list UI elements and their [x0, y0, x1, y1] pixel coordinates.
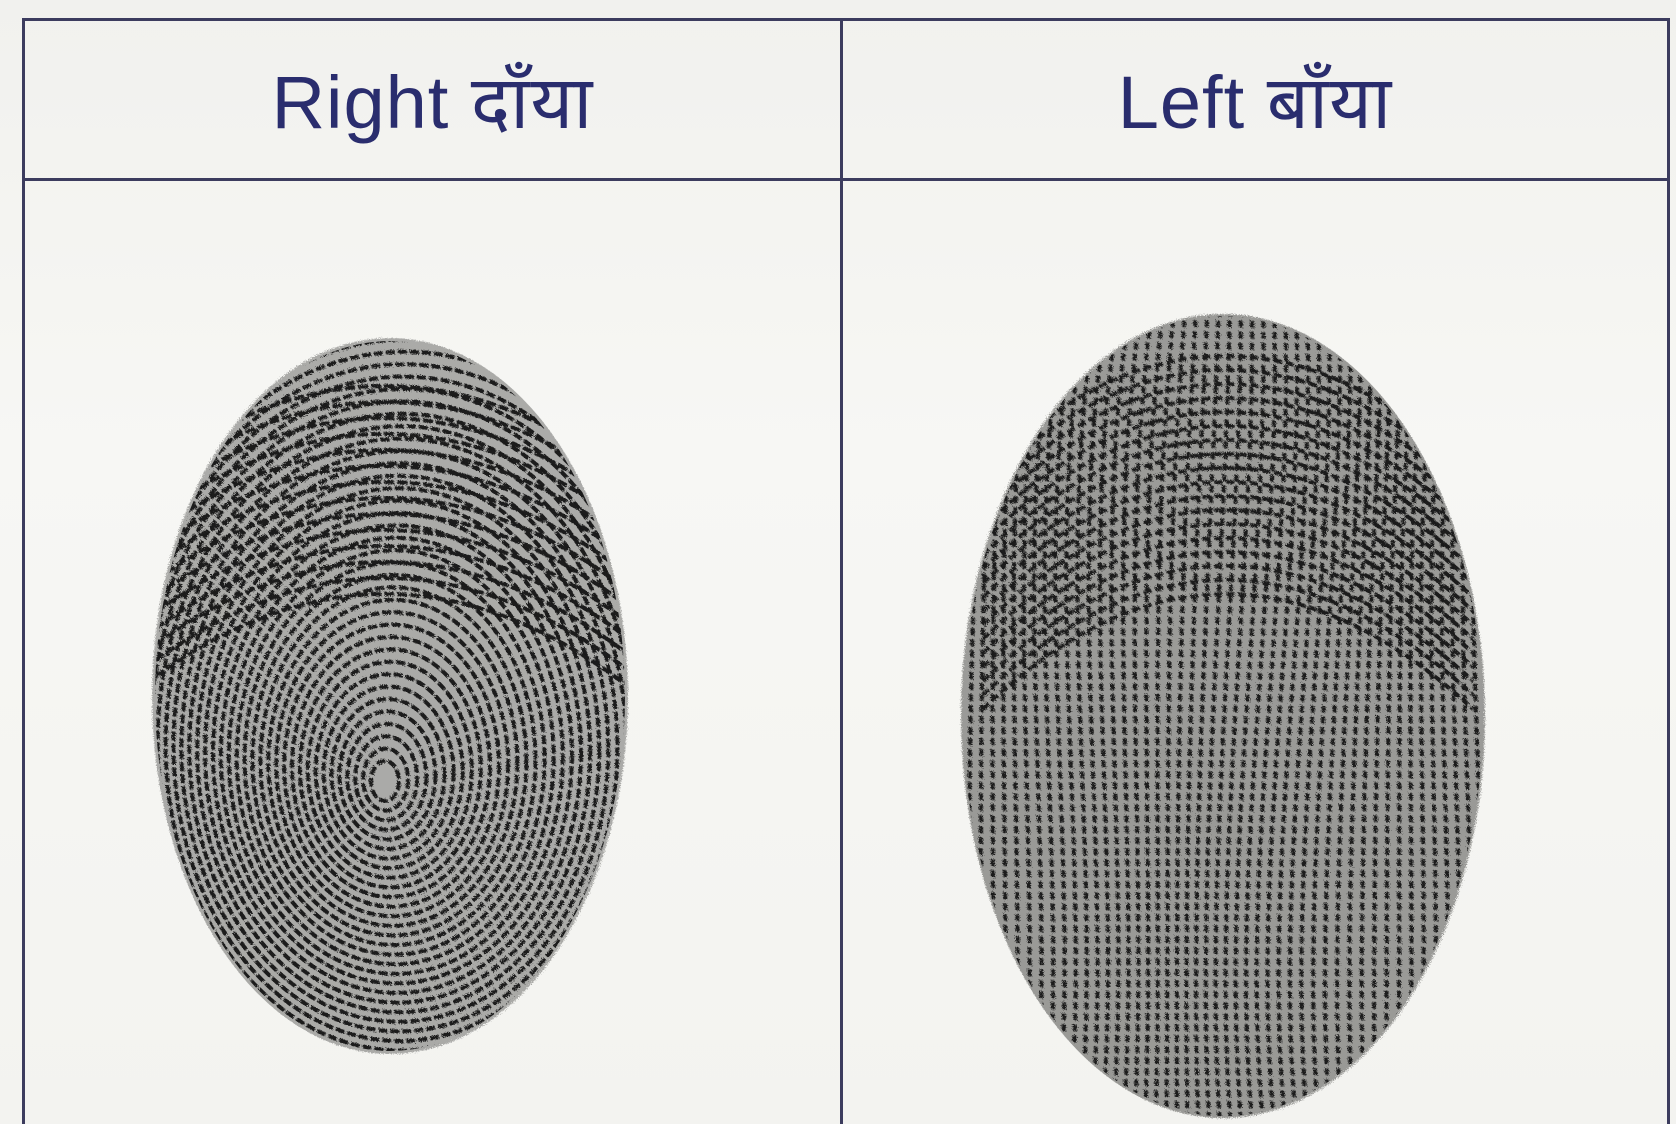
- right-print-cell: [25, 181, 840, 1124]
- right-header-cell: [25, 21, 840, 178]
- left-fingerprint-icon: [843, 181, 1667, 1124]
- fingerprint-table: [22, 18, 1670, 1124]
- ridge-line: [1484, 301, 1505, 1124]
- right-hand-label: Right दाँया: [271, 61, 594, 144]
- right-fingerprint-icon: [25, 181, 840, 1124]
- left-hand-label: Left बाँया: [1117, 61, 1393, 144]
- left-print-cell: [843, 181, 1667, 1124]
- left-header-cell: [843, 21, 1667, 178]
